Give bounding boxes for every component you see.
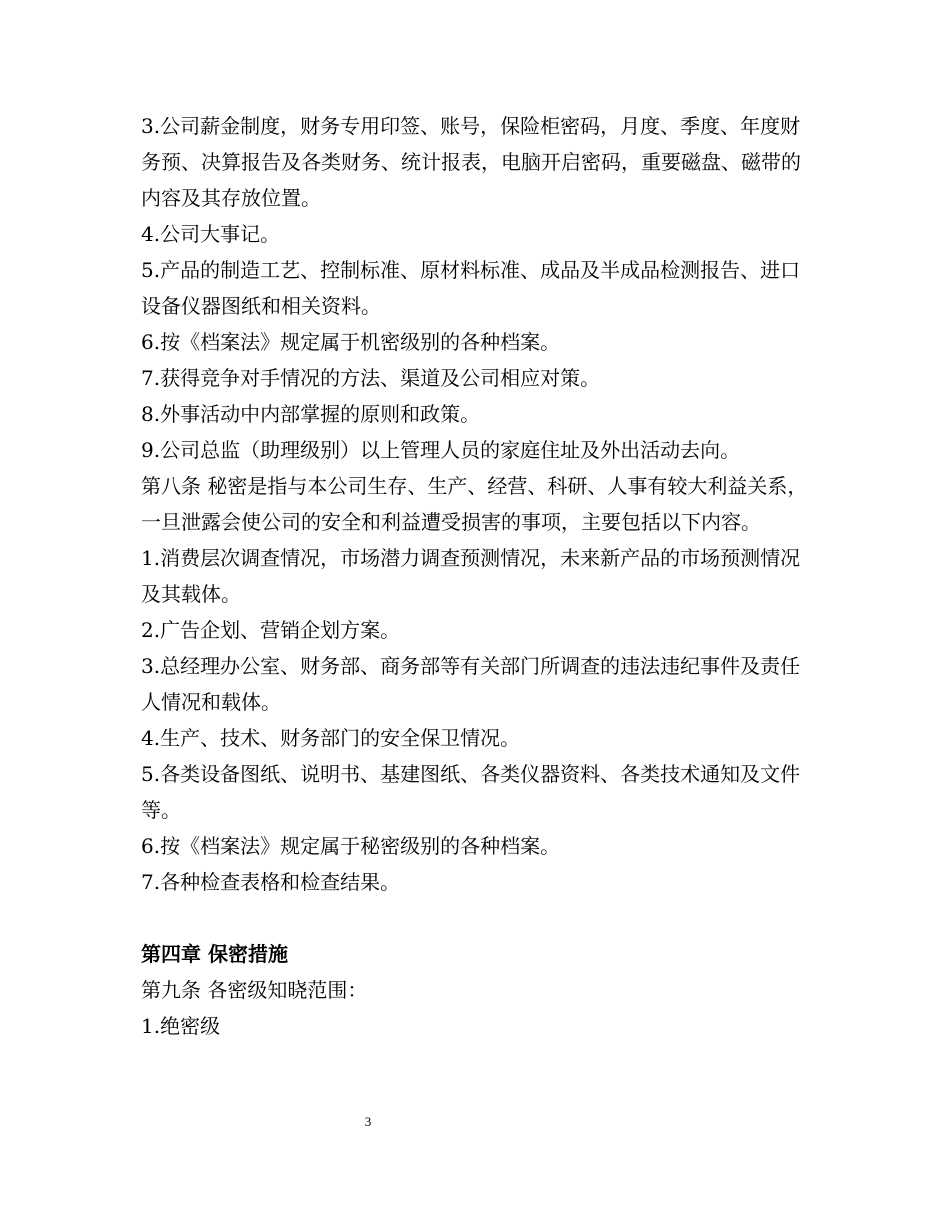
paragraph-item-3-salary: 3.公司薪金制度，财务专用印签、账号，保险柜密码，月度、季度、年度财务预、决算报告及各类财务、统计报表，电脑开启密码，重要磁盘、磁带的内容及其存放位置。 [141,114,801,210]
paragraph-secret-item-5: 5.各类设备图纸、说明书、基建图纸、各类仪器资料、各类技术通知及文件等。 [141,762,801,822]
paragraph-item-9-executives: 9.公司总监（助理级别）以上管理人员的家庭住址及外出活动去向。 [141,438,741,462]
paragraph-secret-item-6: 6.按《档案法》规定属于秘密级别的各种档案。 [141,834,561,858]
paragraph-top-secret-item-1: 1.绝密级 [141,1014,221,1038]
document-body [141,108,813,1044]
paragraph-secret-item-2: 2.广告企划、营销企划方案。 [141,618,401,642]
paragraph-secret-item-3: 3.总经理办公室、财务部、商务部等有关部门所调查的违法违纪事件及责任人情况和载体。 [141,654,801,714]
paragraph-item-4-events: 4.公司大事记。 [141,222,281,246]
paragraph-secret-item-7: 7.各种检查表格和检查结果。 [141,870,401,894]
paragraph-article-9: 第九条 各密级知晓范围： [141,978,368,1002]
paragraph-secret-item-4: 4.生产、技术、财务部门的安全保卫情况。 [141,726,521,750]
paragraph-item-6-archives: 6.按《档案法》规定属于机密级别的各种档案。 [141,330,561,354]
paragraph-secret-item-1: 1.消费层次调查情况，市场潜力调查预测情况，未来新产品的市场预测情况及其载体。 [141,546,801,606]
paragraph-article-8: 第八条 秘密是指与本公司生存、生产、经营、科研、人事有较大利益关系，一旦泄露会使公司的安全和利益遭受损害的事项，主要包括以下内容。 [141,474,808,534]
paragraph-item-5-process: 5.产品的制造工艺、控制标准、原材料标准、成品及半成品检测报告、进口设备仪器图纸和相关资料。 [141,258,801,318]
paragraph-item-7-competitors: 7.获得竞争对手情况的方法、渠道及公司相应对策。 [141,366,601,390]
chapter-heading: 第四章 保密措施 [141,942,288,966]
page-number: 3 [364,1114,372,1129]
paragraph-item-8-foreign-affairs: 8.外事活动中内部掌握的原则和政策。 [141,402,481,426]
